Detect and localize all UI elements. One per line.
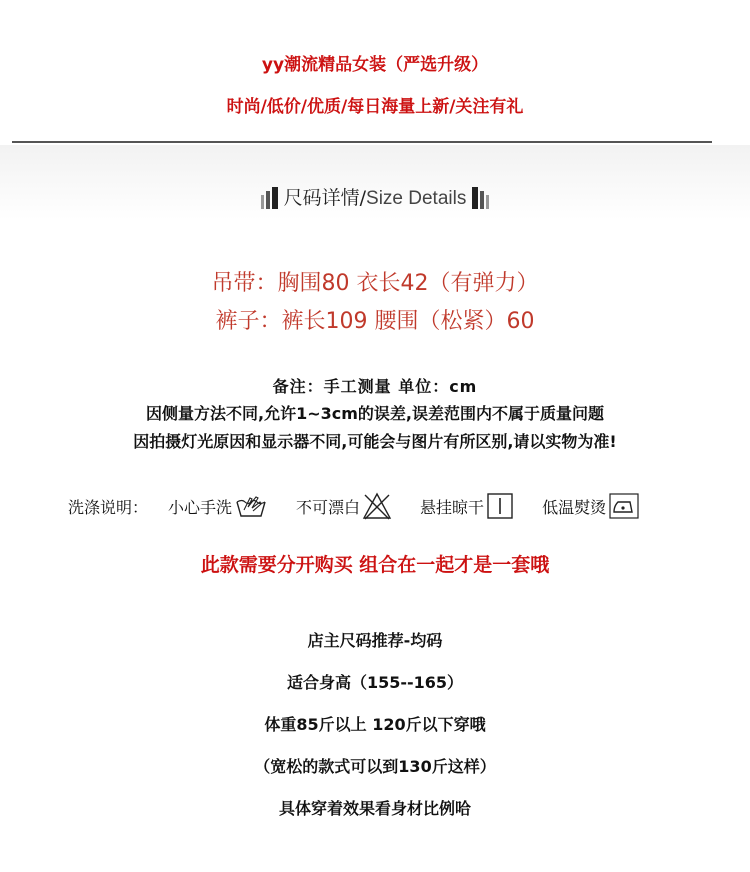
shop-slogan: 时尚/低价/优质/每日海量上新/关注有礼 — [226, 97, 524, 117]
spec-pants: 裤子：裤长109 腰围（松紧）60 — [215, 309, 535, 334]
right-bars-icon — [472, 185, 489, 209]
purchase-warning: 此款需要分开购买 组合在一起才是一套哦 — [200, 554, 550, 576]
hand-wash-icon — [234, 493, 268, 519]
size-details-header — [0, 183, 750, 210]
care-label: 洗涤说明： — [68, 497, 149, 517]
size-details-title — [284, 183, 467, 210]
spec-camisole: 吊带：胸围80 衣长42（有弹力） — [211, 271, 539, 296]
note-tolerance: 因侧量方法不同,允许1~3cm的误差,误差范围内不属于质量问题 — [146, 404, 604, 423]
low-iron-icon — [608, 492, 640, 520]
size-title-cn: 尺码详情/ — [283, 187, 367, 209]
size-recommend-loose: （宽松的款式可以到130斤这样） — [254, 757, 496, 776]
care-text: 低温熨烫 — [542, 497, 607, 517]
size-recommend-weight: 体重85斤以上 120斤以下穿哦 — [264, 715, 486, 734]
size-title-en: Size Details — [366, 188, 467, 209]
care-item-hand-wash — [168, 493, 268, 519]
care-item-low-iron — [542, 492, 640, 520]
note-measure: 备注：手工测量 单位：cm — [272, 377, 478, 396]
care-text: 小心手洗 — [168, 497, 233, 517]
shop-title: yy潮流精品女装（严选升级） — [261, 55, 489, 75]
size-recommend-title: 店主尺码推荐-均码 — [307, 631, 443, 650]
care-item-no-bleach — [296, 492, 392, 520]
note-color: 因拍摄灯光原因和显示器不同,可能会与图片有所区别,请以实物为准! — [133, 432, 617, 451]
care-item-hang-dry — [420, 492, 514, 520]
left-bars-icon — [261, 185, 278, 209]
care-text: 不可漂白 — [296, 497, 361, 517]
divider — [12, 141, 712, 143]
care-text: 悬挂晾干 — [420, 497, 485, 517]
care-instructions — [68, 492, 668, 520]
no-bleach-icon — [362, 492, 392, 520]
hang-dry-icon — [486, 492, 514, 520]
size-recommend-note: 具体穿着效果看身材比例哈 — [278, 799, 471, 818]
size-recommend-height: 适合身高（155--165） — [286, 673, 464, 692]
